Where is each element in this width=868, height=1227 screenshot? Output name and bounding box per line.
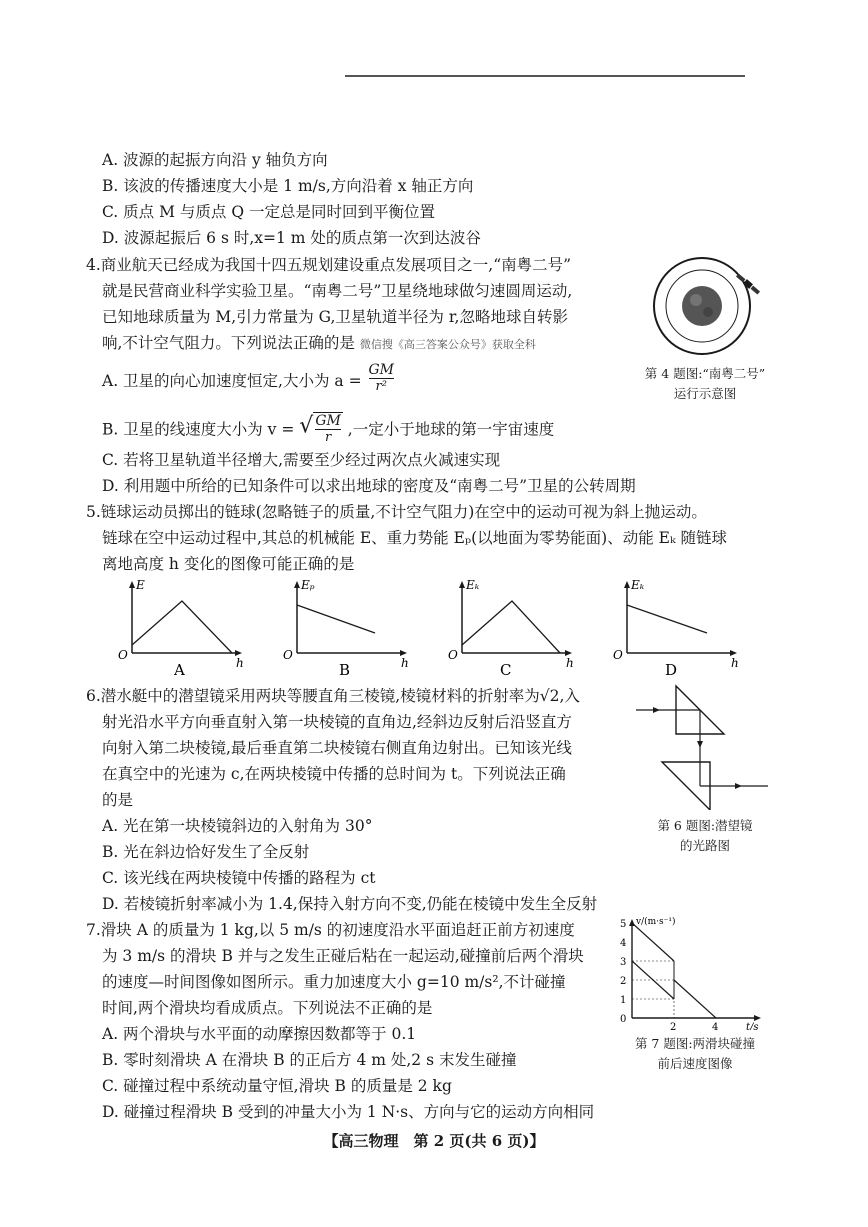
q7-caption-1: 第 7 题图:两滑块碰撞 <box>634 1036 756 1051</box>
q5-d-label: D <box>665 661 678 679</box>
q6-caption-2: 的光路图 <box>679 838 730 853</box>
q6-caption-1: 第 6 题图:潜望镜 <box>657 818 753 833</box>
q4-option-d: D. 利用题中所给的已知条件可以求出地球的密度及“南粤二号”卫星的公转周期 <box>102 477 636 495</box>
q5-graph-c <box>440 575 580 680</box>
q6-option-c: C. 该光线在两块棱镜中传播的路程为 ct <box>102 869 376 887</box>
q5-line-3: 离地高度 h 变化的图像可能正确的是 <box>102 555 355 573</box>
q6-line-5: 的是 <box>102 791 134 809</box>
q7-ytick-1: 1 <box>620 995 627 1006</box>
q7-xtick-2: 2 <box>670 1022 677 1030</box>
q4-line-3: 已知地球质量为 M,引力常量为 G,卫星轨道半径为 r,忽略地球自转影 <box>102 308 568 326</box>
q5-b-xlabel: h <box>401 656 409 670</box>
q7-xtick-4: 4 <box>712 1022 719 1030</box>
q4-option-a <box>102 362 395 398</box>
q5-d-ylabel: Eₖ <box>631 578 645 592</box>
q5-b-ylabel: Eₚ <box>301 578 315 592</box>
q7-ytick-3: 3 <box>620 957 627 968</box>
q4-option-b-denominator: r <box>324 430 332 445</box>
q7-ytick-4: 4 <box>620 938 627 949</box>
q5-a-ylabel: E <box>136 578 145 592</box>
q4-orbit-figure <box>640 250 770 360</box>
q5-b-label: B <box>339 661 351 679</box>
q7-vt-graph <box>608 914 768 1030</box>
q4-line-2: 就是民营商业科学实验卫星。“南粤二号”卫星绕地球做匀速圆周运动, <box>102 282 573 300</box>
q6-line-2: 射光沿水平方向垂直射入第一块棱镜的直角边,经斜边反射后沿竖直方 <box>102 713 572 731</box>
q6-option-b: B. 光在斜边恰好发生了全反射 <box>102 843 310 861</box>
q5-graph-d <box>605 575 745 680</box>
q7-option-a: A. 两个滑块与水平面的动摩擦因数都等于 0.1 <box>102 1025 417 1043</box>
q4-watermark: 微信搜《高三答案公众号》获取全科 <box>359 338 536 351</box>
q7-ylabel: v/(m·s⁻¹) <box>636 917 676 927</box>
q6-option-d: D. 若棱镜折射率减小为 1.4,保持入射方向不变,仍能在棱镜中发生全反射 <box>102 895 598 913</box>
q5-a-label: A <box>174 661 185 679</box>
q6-periscope-figure <box>632 680 772 810</box>
q7-ytick-2: 2 <box>620 976 627 987</box>
q4-option-a-text: A. 卫星的向心加速度恒定,大小为 a = <box>102 372 362 390</box>
q3-option-b: B. 该波的传播速度大小是 1 m/s,方向沿着 x 轴正方向 <box>102 177 474 195</box>
header-rule <box>345 75 745 77</box>
q7-option-d: D. 碰撞过程滑块 B 受到的冲量大小为 1 N·s、方向与它的运动方向相同 <box>102 1103 595 1121</box>
q7-xlabel: t/s <box>746 1022 759 1030</box>
q7-option-c: C. 碰撞过程中系统动量守恒,滑块 B 的质量是 2 kg <box>102 1077 452 1095</box>
q5-c-ylabel: Eₖ <box>466 578 480 592</box>
q7-line-4: 时间,两个滑块均看成质点。下列说法不正确的是 <box>102 999 433 1017</box>
q4-option-b-numerator: GM <box>315 413 341 429</box>
q5-line-1: 5.链球运动员掷出的链球(忽略链子的质量,不计空气阻力)在空中的运动可视为斜上抛运动。 <box>86 503 707 521</box>
page-footer: 【高三物理 第 2 页(共 6 页)】 <box>323 1132 545 1150</box>
q5-d-xlabel: h <box>731 656 739 670</box>
q4-option-b-text: B. 卫星的线速度大小为 v = <box>102 420 295 439</box>
q5-d-origin: O <box>613 648 623 662</box>
q7-line-2: 为 3 m/s 的滑块 B 并与之发生正碰后粘在一起运动,碰撞前后两个滑块 <box>102 947 584 965</box>
q4-option-c: C. 若将卫星轨道半径增大,需要至少经过两次点火减速实现 <box>102 451 501 469</box>
q7-caption-2: 前后速度图像 <box>657 1056 733 1071</box>
q5-a-xlabel: h <box>236 656 244 670</box>
q5-c-label: C <box>500 661 512 679</box>
q4-line-1: 4.商业航天已经成为我国十四五规划建设重点发展项目之一,“南粤二号” <box>86 256 572 274</box>
q6-line-4: 在真空中的光速为 c,在两块棱镜中传播的总时间为 t。下列说法正确 <box>102 765 566 783</box>
sqrt-icon: √ <box>299 413 314 439</box>
q4-option-a-numerator: GM <box>368 362 395 378</box>
q5-line-2: 链球在空中运动过程中,其总的机械能 E、重力势能 Eₚ(以地面为零势能面)、动能 Eₖ 随链球 <box>102 529 728 547</box>
q3-option-d: D. 波源起振后 6 s 时,x=1 m 处的质点第一次到达波谷 <box>102 229 481 247</box>
q7-line-1: 7.滑块 A 的质量为 1 kg,以 5 m/s 的初速度沿水平面追赶正前方初速度 <box>86 921 575 939</box>
q3-option-c: C. 质点 M 与质点 Q 一定总是同时回到平衡位置 <box>102 203 435 221</box>
q5-b-origin: O <box>283 648 293 662</box>
q6-option-a: A. 光在第一块棱镜斜边的入射角为 30° <box>102 817 373 835</box>
q7-ytick-0: 0 <box>620 1014 627 1025</box>
q7-ytick-5: 5 <box>620 919 627 930</box>
q4-option-a-denominator: r² <box>375 379 387 394</box>
q3-option-a: A. 波源的起振方向沿 y 轴负方向 <box>102 151 328 169</box>
q7-line-3: 的速度—时间图像如图所示。重力加速度大小 g=10 m/s²,不计碰撞 <box>102 973 566 991</box>
q6-line-1: 6.潜水艇中的潜望镜采用两块等腰直角三棱镜,棱镜材料的折射率为√2,入 <box>86 687 580 705</box>
q5-c-xlabel: h <box>566 656 574 670</box>
q6-line-3: 向射入第二块棱镜,最后垂直第二块棱镜右侧直角边射出。已知该光线 <box>102 739 572 757</box>
earth-icon <box>682 286 722 326</box>
q4-option-b-sqrt <box>299 412 343 445</box>
q4-caption-1: 第 4 题图:“南粤二号” <box>644 366 766 381</box>
q4-line-4 <box>102 333 536 355</box>
q5-graph-a <box>110 575 250 680</box>
q5-graph-b <box>275 575 415 680</box>
q5-a-origin: O <box>118 648 128 662</box>
q4-option-a-fraction <box>369 362 395 394</box>
q4-option-b <box>102 414 554 447</box>
q5-c-origin: O <box>448 648 458 662</box>
q4-line-4-text: 响,不计空气阻力。下列说法正确的是 <box>102 334 355 352</box>
q4-option-b-tail: ,一定小于地球的第一宇宙速度 <box>347 420 555 439</box>
q4-caption-2: 运行示意图 <box>673 386 737 401</box>
q7-option-b: B. 零时刻滑块 A 在滑块 B 的正后方 4 m 处,2 s 末发生碰撞 <box>102 1051 517 1069</box>
